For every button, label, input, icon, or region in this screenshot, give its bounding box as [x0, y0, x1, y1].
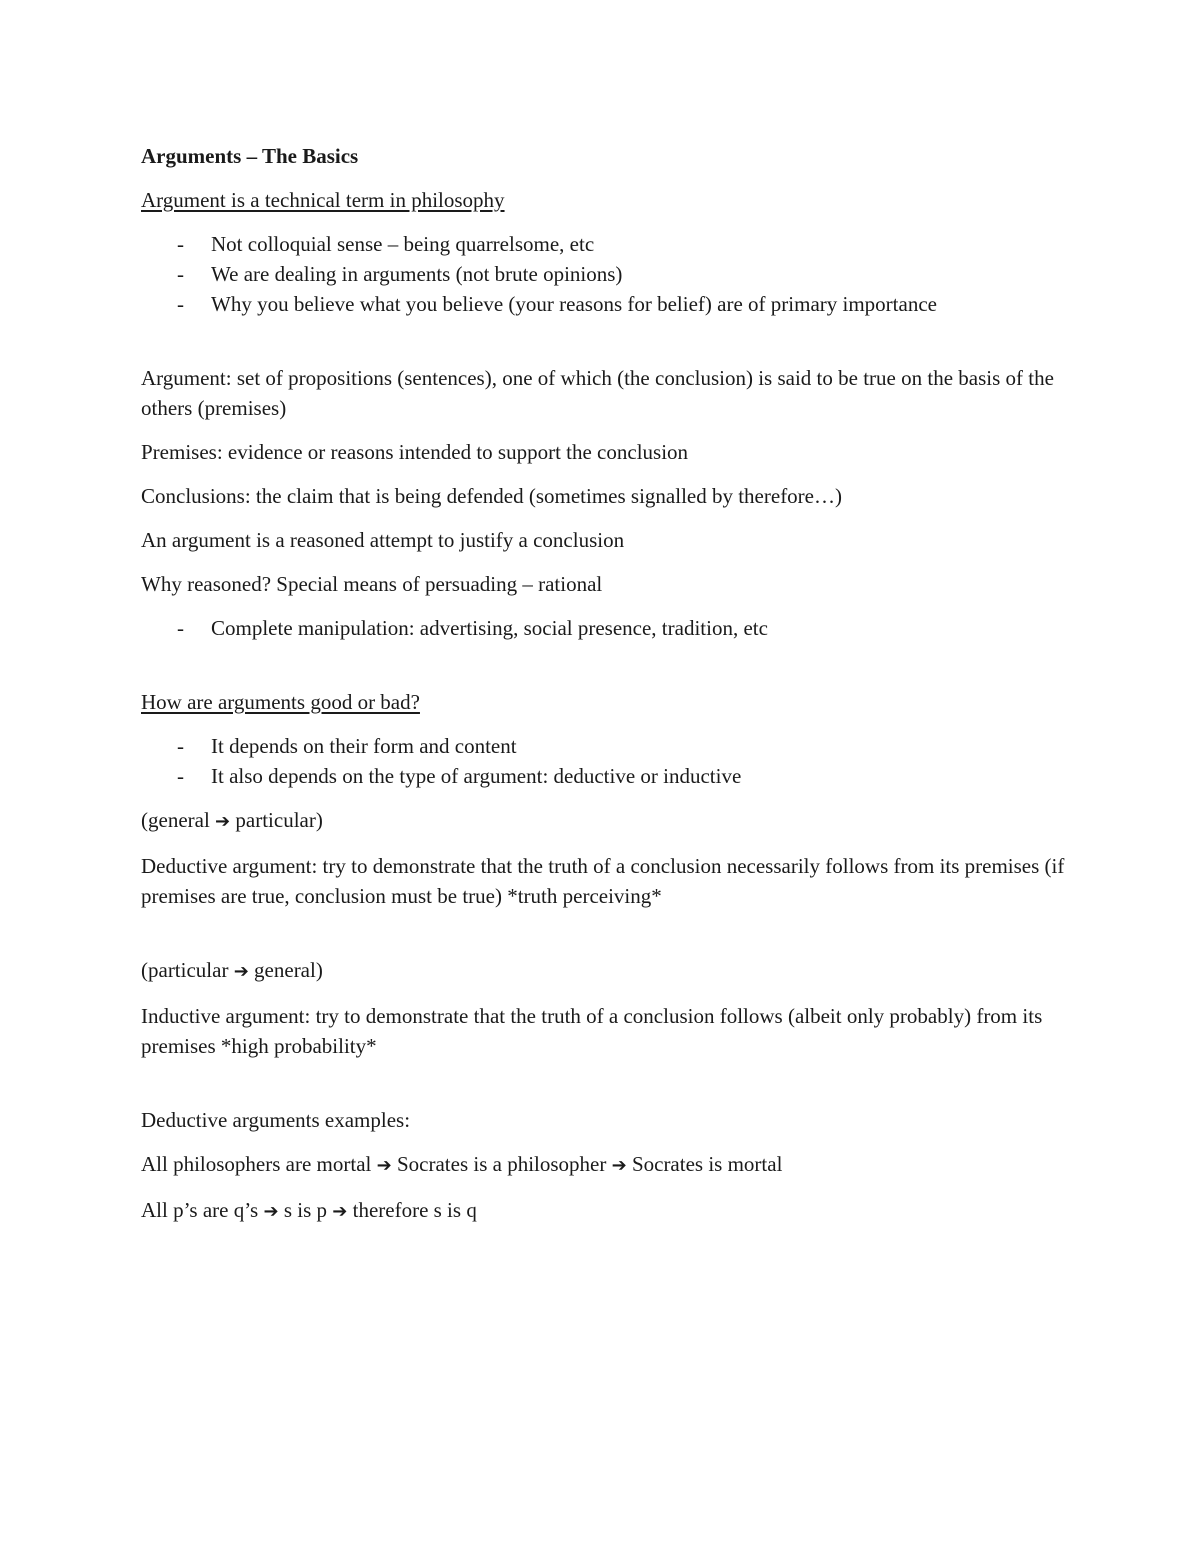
direction-from: (particular: [141, 958, 229, 982]
section-heading-text: Argument is a technical term in philosophy: [141, 188, 505, 212]
example-philosophers: [141, 1149, 1071, 1181]
arrow-right-icon: ➔: [233, 961, 249, 982]
list-item: - It also depends on the type of argument: deductive or inductive: [141, 761, 1071, 791]
list-item: - Not colloquial sense – being quarrelsome, etc: [141, 229, 1071, 259]
arrow-right-icon: ➔: [376, 1155, 392, 1176]
example-step: Socrates is mortal: [631, 1152, 783, 1176]
section-heading-technical-term: [141, 185, 1071, 215]
example-step: therefore s is q: [352, 1198, 477, 1222]
spacer: [141, 1075, 1071, 1105]
list-item: - It depends on their form and content: [141, 731, 1071, 761]
deductive-definition: Deductive argument: try to demonstrate that the truth of a conclusion necessarily follows from its premises (if premises are true, conclusion must be true) *truth perceiving*: [141, 854, 1065, 908]
definition-reasoned-attempt: An argument is a reasoned attempt to justify a conclusion: [141, 528, 625, 552]
example-step: All philosophers are mortal: [141, 1152, 372, 1176]
example-symbolic: [141, 1195, 1071, 1227]
section-heading-text: How are arguments good or bad?: [141, 690, 420, 714]
inductive-definition: Inductive argument: try to demonstrate that the truth of a conclusion follows (albeit only probably) from its premises *high probability*: [141, 1004, 1043, 1058]
spacer: [141, 657, 1071, 687]
bullet-list-technical-term: [141, 229, 1071, 319]
definition-argument: Argument: set of propositions (sentences), one of which (the conclusion) is said to be true on the basis of the others (premises): [141, 366, 1054, 420]
arrow-right-icon: ➔: [332, 1201, 348, 1222]
deductive-direction: [141, 805, 1071, 837]
direction-to: particular): [235, 808, 323, 832]
list-item: - Why you believe what you believe (your reasons for belief) are of primary importance: [141, 289, 1071, 319]
bullet-list-manipulation: [141, 613, 1071, 643]
spacer: [141, 925, 1071, 955]
examples-heading: Deductive arguments examples:: [141, 1108, 411, 1132]
list-item: - We are dealing in arguments (not brute opinions): [141, 259, 1071, 289]
arrow-right-icon: ➔: [263, 1201, 279, 1222]
definition-why-reasoned: Why reasoned? Special means of persuading – rational: [141, 572, 603, 596]
definition-conclusions: Conclusions: the claim that is being defended (sometimes signalled by therefore…): [141, 484, 842, 508]
section-heading-good-or-bad: [141, 687, 1071, 717]
direction-from: (general: [141, 808, 210, 832]
arrow-right-icon: ➔: [215, 811, 231, 832]
definition-premises: Premises: evidence or reasons intended to support the conclusion: [141, 440, 689, 464]
document-title: Arguments – The Basics: [141, 144, 359, 168]
direction-to: general): [254, 958, 323, 982]
example-step: s is p: [283, 1198, 328, 1222]
bullet-list-good-or-bad: [141, 731, 1071, 791]
document-page: [141, 141, 1071, 1241]
spacer: [141, 333, 1071, 363]
arrow-right-icon: ➔: [611, 1155, 627, 1176]
example-step: All p’s are q’s: [141, 1198, 259, 1222]
example-step: Socrates is a philosopher: [396, 1152, 607, 1176]
inductive-direction: [141, 955, 1071, 987]
list-item: - Complete manipulation: advertising, social presence, tradition, etc: [141, 613, 1071, 643]
